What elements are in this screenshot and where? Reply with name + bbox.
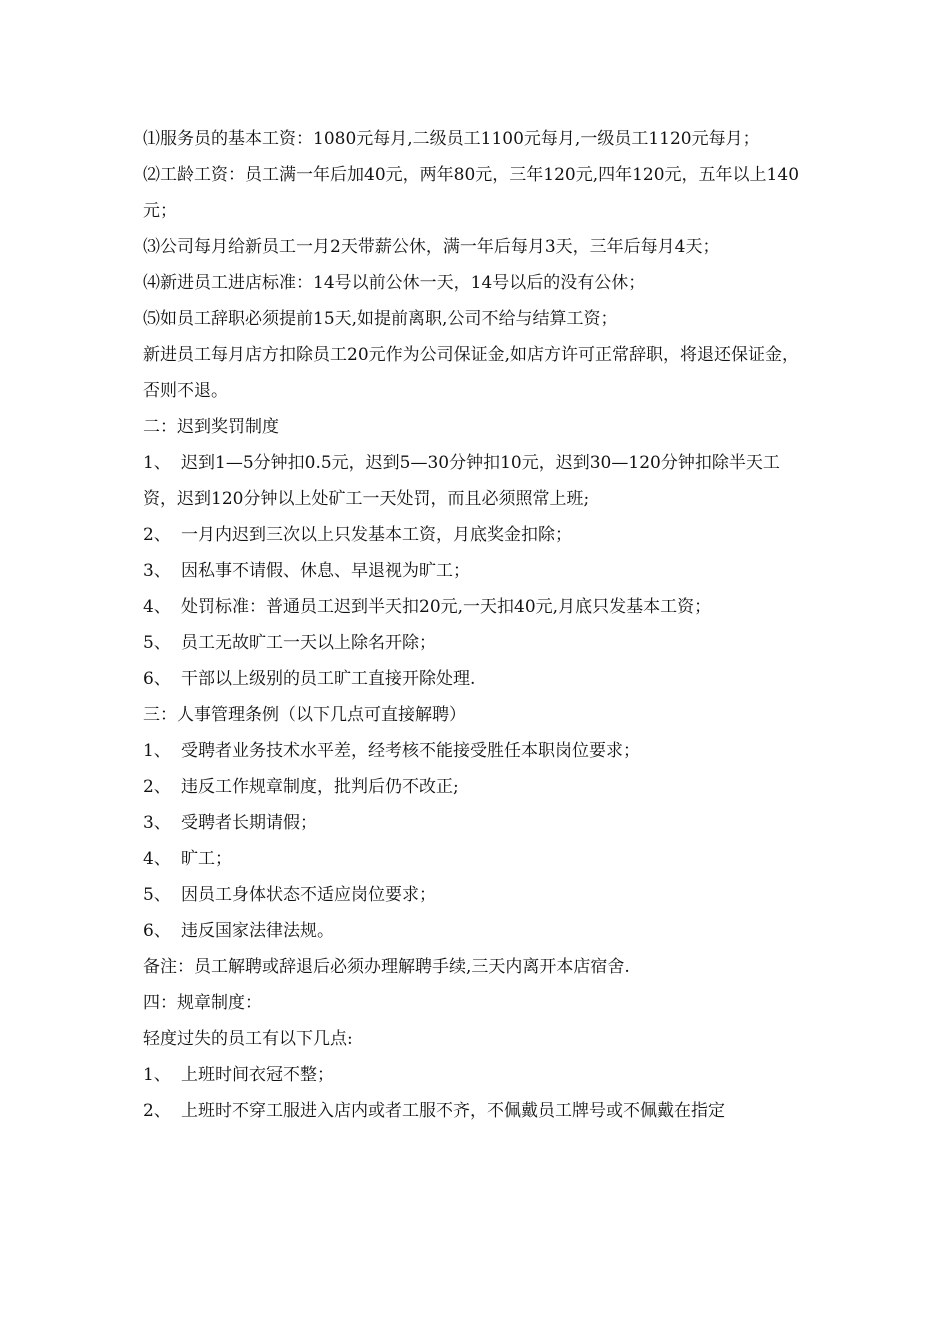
paragraph-deposit [143, 337, 808, 409]
list-item-text: 上班时间衣冠不整； [181, 1065, 334, 1085]
list-item [143, 913, 808, 949]
list-number: 2、 [143, 1101, 171, 1121]
list-number: 3、 [143, 813, 171, 833]
section-heading-text: 三：人事管理条例（以下几点可直接解聘） [143, 705, 466, 725]
paragraph-new-staff-standard [143, 265, 808, 301]
list-number: 4、 [143, 597, 171, 617]
paragraph-text: 新进员工每月店方扣除员工20元作为公司保证金,如店方许可正常辞职，将退还保证金，否则不退。 [143, 345, 800, 401]
list-item-text: 迟到1—5分钟扣0.5元，迟到5—30分钟扣10元，迟到30—120分钟扣除半天工资，迟到120分钟以上处矿工一天处罚，而且必须照常上班; [143, 453, 780, 509]
paragraph-text: ⑷新进员工进店标准：14号以前公休一天，14号以后的没有公休； [143, 273, 646, 293]
list-number: 3、 [143, 561, 171, 581]
section-heading-text: 四：规章制度： [143, 993, 262, 1013]
paragraph-minor-faults-intro [143, 1021, 808, 1057]
list-number: 6、 [143, 921, 171, 941]
list-item [143, 769, 808, 805]
list-item-text: 一月内迟到三次以上只发基本工资，月底奖金扣除； [181, 525, 572, 545]
paragraph-paid-leave [143, 229, 808, 265]
list-item-text: 处罚标准：普通员工迟到半天扣20元,一天扣40元,月底只发基本工资； [181, 597, 712, 617]
list-item-text: 员工无故旷工一天以上除名开除； [181, 633, 436, 653]
paragraph-text: 备注：员工解聘或辞退后必须办理解聘手续,三天内离开本店宿舍. [143, 957, 630, 977]
list-item [143, 517, 808, 553]
list-item [143, 589, 808, 625]
paragraph-text: ⑵工龄工资：员工满一年后加40元，两年80元，三年120元,四年120元，五年以上140元； [143, 165, 800, 221]
list-item [143, 625, 808, 661]
list-item [143, 661, 808, 697]
paragraph-seniority-pay [143, 157, 808, 229]
list-item [143, 733, 808, 769]
paragraph-text: 轻度过失的员工有以下几点: [143, 1029, 353, 1049]
list-item-text: 受聘者业务技术水平差，经考核不能接受胜任本职岗位要求； [181, 741, 640, 761]
list-number: 6、 [143, 669, 171, 689]
list-item-text: 违反国家法律法规。 [181, 921, 334, 941]
list-item-text: 因员工身体状态不适应岗位要求； [181, 885, 436, 905]
paragraph-text: ⑸如员工辞职必须提前15天,如提前离职,公司不给与结算工资； [143, 309, 618, 329]
list-item [143, 1093, 808, 1129]
list-number: 4、 [143, 849, 171, 869]
list-item [143, 877, 808, 913]
list-item [143, 805, 808, 841]
list-number: 2、 [143, 777, 171, 797]
list-item-text: 受聘者长期请假； [181, 813, 317, 833]
list-item [143, 445, 808, 517]
list-number: 1、 [143, 1065, 171, 1085]
list-item [143, 841, 808, 877]
section-heading-rules [143, 985, 808, 1021]
list-item-text: 因私事不请假、休息、早退视为旷工； [181, 561, 470, 581]
document-body [143, 121, 808, 1129]
section-heading-lateness [143, 409, 808, 445]
list-number: 1、 [143, 453, 171, 473]
list-number: 5、 [143, 885, 171, 905]
list-item-text: 旷工； [181, 849, 232, 869]
section-heading-text: 二：迟到奖罚制度 [143, 417, 279, 437]
paragraph-remark [143, 949, 808, 985]
paragraph-text: ⑴服务员的基本工资：1080元每月,二级员工1100元每月,一级员工1120元每月； [143, 129, 760, 149]
list-number: 2、 [143, 525, 171, 545]
paragraph-resignation-notice [143, 301, 808, 337]
list-number: 5、 [143, 633, 171, 653]
list-item [143, 1057, 808, 1093]
paragraph-basic-salary [143, 121, 808, 157]
list-item-text: 干部以上级别的员工旷工直接开除处理. [181, 669, 476, 689]
section-heading-personnel [143, 697, 808, 733]
list-item-text: 上班时不穿工服进入店内或者工服不齐，不佩戴员工牌号或不佩戴在指定 [181, 1101, 725, 1121]
list-number: 1、 [143, 741, 171, 761]
list-item-text: 违反工作规章制度，批判后仍不改正; [181, 777, 459, 797]
paragraph-text: ⑶公司每月给新员工一月2天带薪公休，满一年后每月3天，三年后每月4天； [143, 237, 720, 257]
list-item [143, 553, 808, 589]
